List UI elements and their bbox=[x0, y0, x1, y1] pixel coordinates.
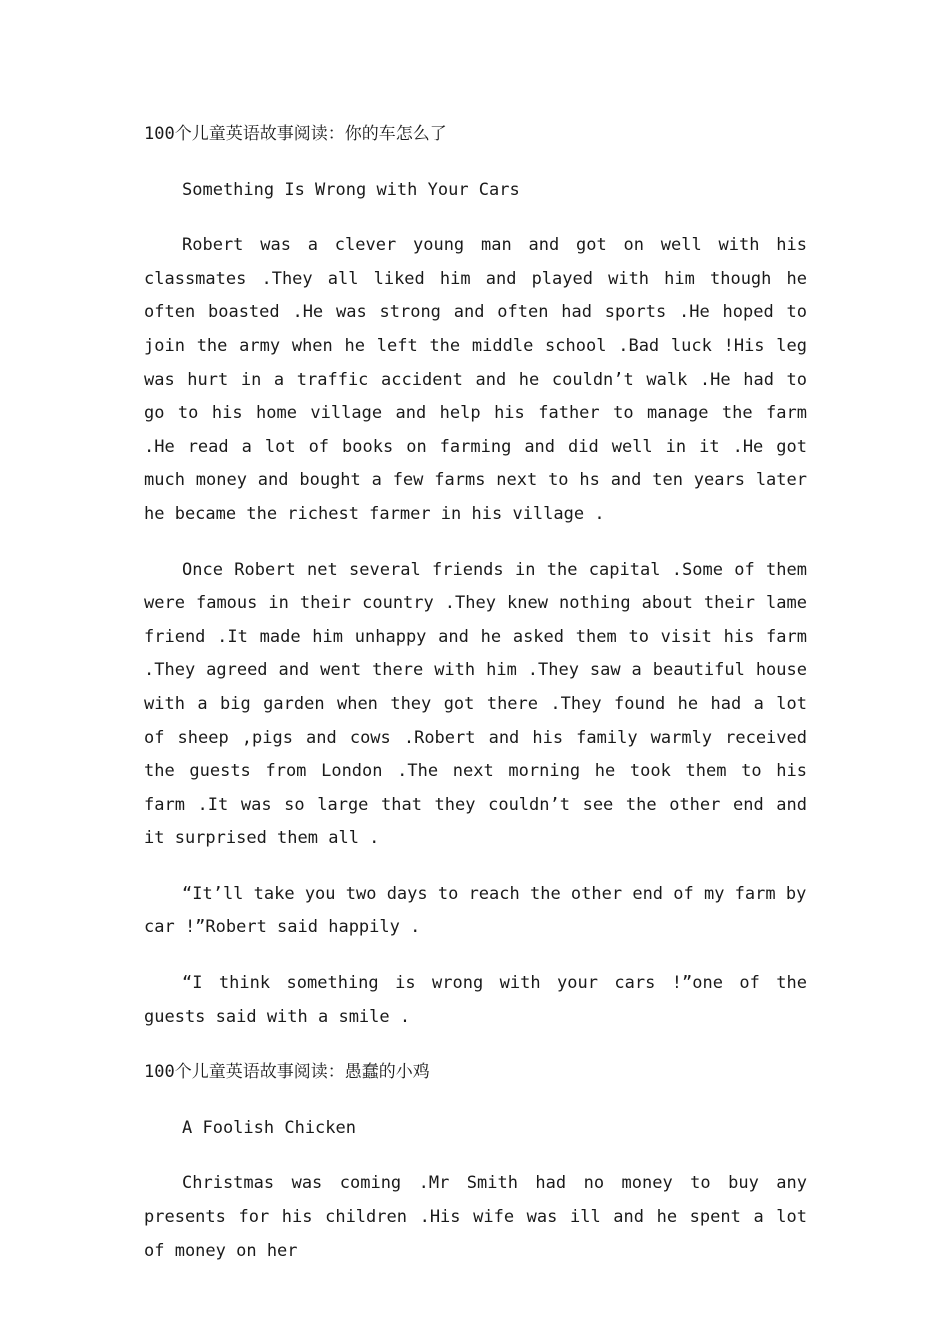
story-section-2 bbox=[144, 1056, 807, 1268]
story-paragraph: Once Robert net several friends in the capital .Some of them were famous in their country .They knew nothing about their lame friend .It made him unhappy and he asked them to visit his farm .They agreed and went there with him .They saw a beautiful house with a big garden when they got there .They found he had a lot of sheep ,pigs and cows .Robert and his family warmly received the guests from London .The next morning he took them to his farm .It was so large that they couldn’t see the other end and it surprised them all . bbox=[144, 559, 807, 849]
dialogue-line: “It’ll take you two days to reach the other end of my farm by car !”Robert said happily . bbox=[144, 883, 807, 938]
story-heading: 100个儿童英语故事阅读：愚蠢的小鸡 bbox=[144, 1062, 430, 1083]
story-heading: 100个儿童英语故事阅读：你的车怎么了 bbox=[144, 124, 447, 144]
story-section-1 bbox=[144, 118, 807, 1034]
story-paragraph: Robert was a clever young man and got on well with his classmates .They all liked him and played with him though he often boasted .He was strong and often had sports .He hoped to join the army when he left the middle school .Bad luck !His leg was hurt in a traffic accident and he couldn’t walk .He had to go to his home village and help his father to manage the farm .He read a lot of books on farming and did well in it .He got much money and bought a few farms next to hs and ten years later he became the richest farmer in his village . bbox=[144, 235, 807, 524]
story-title: Something Is Wrong with Your Cars bbox=[182, 179, 520, 200]
story-paragraph: Christmas was coming .Mr Smith had no money to buy any presents for his children .His wife was ill and he spent a lot of money on her bbox=[144, 1173, 807, 1261]
story-title: A Foolish Chicken bbox=[182, 1117, 356, 1138]
dialogue-line: “I think something is wrong with your cars !”one of the guests said with a smile . bbox=[144, 973, 807, 1027]
